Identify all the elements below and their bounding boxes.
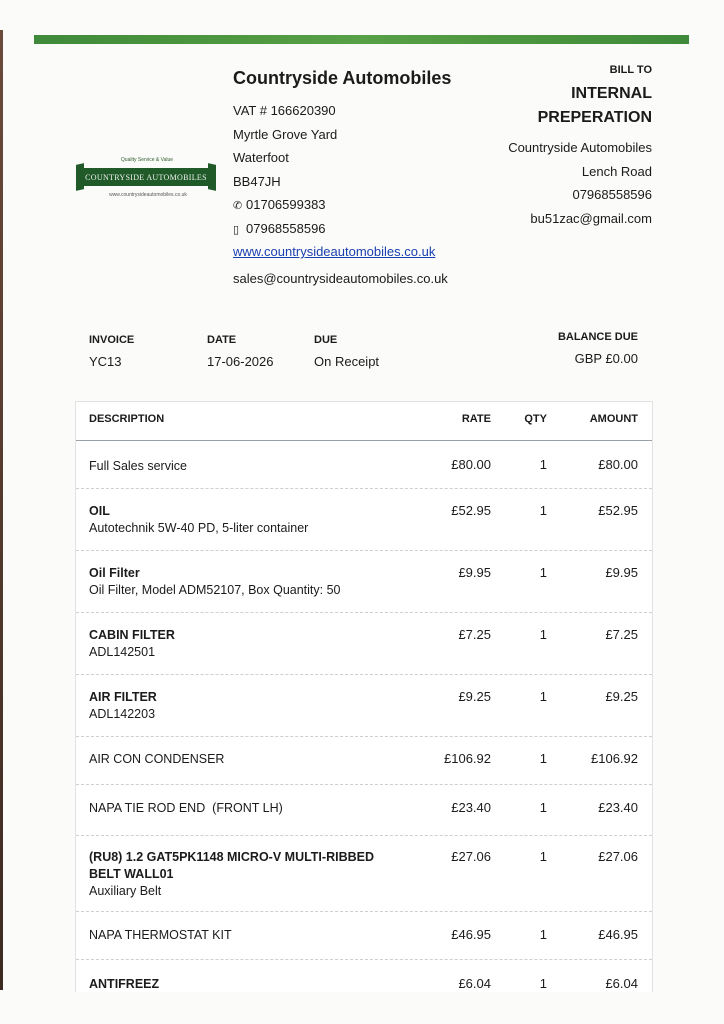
- company-name: Countryside Automobiles: [233, 68, 452, 88]
- item-amount: £7.25: [605, 627, 638, 642]
- item-description: [89, 565, 409, 599]
- invoice-date: 17-06-2026: [207, 354, 274, 369]
- item-amount: £6.04: [605, 976, 638, 991]
- balance-due-block: [558, 331, 638, 366]
- item-description: [89, 800, 409, 817]
- phone-icon: ✆: [233, 200, 243, 212]
- item-amount: £9.25: [605, 689, 638, 704]
- item-subtitle: Oil Filter, Model ADM52107, Box Quantity: 50: [89, 583, 341, 597]
- item-description: [89, 927, 409, 944]
- item-title: AIR FILTER: [89, 690, 157, 704]
- logo-text: COUNTRYSIDE AUTOMOBILES: [80, 168, 212, 186]
- item-title: CABIN FILTER: [89, 628, 175, 642]
- date-label: DATE: [207, 334, 237, 346]
- balance-due-label: BALANCE DUE: [557, 331, 638, 343]
- bill-to-name: INTERNAL: [571, 85, 652, 102]
- invoice-number: YC13: [89, 354, 122, 369]
- item-amount: £23.40: [598, 800, 638, 815]
- item-rate: £80.00: [451, 457, 491, 472]
- item-rate: £7.25: [458, 627, 491, 642]
- table-row: [76, 489, 652, 551]
- item-rate: £106.92: [444, 751, 491, 766]
- item-rate: £23.40: [451, 800, 491, 815]
- table-row: [76, 785, 652, 836]
- item-description: [89, 503, 409, 537]
- invoice-number-block: [89, 334, 134, 369]
- company-mobile: 07968558596: [246, 220, 326, 236]
- bill-to-phone: 07968558596: [572, 187, 652, 202]
- table-row: [76, 836, 652, 912]
- item-qty: 1: [539, 800, 547, 815]
- item-qty: 1: [539, 503, 547, 518]
- table-row: [76, 613, 652, 675]
- item-qty: 1: [539, 976, 547, 991]
- item-title: NAPA THERMOSTAT KIT: [89, 928, 232, 942]
- item-amount: £80.00: [598, 457, 638, 472]
- item-rate: £52.95: [451, 503, 491, 518]
- header-description: DESCRIPTION: [89, 413, 165, 425]
- item-amount: £106.92: [591, 751, 638, 766]
- table-row: [76, 551, 652, 613]
- item-subtitle: ADL142203: [89, 707, 156, 721]
- line-items-table: [75, 401, 653, 992]
- item-qty: 1: [539, 565, 547, 580]
- bill-to-street: Lench Road: [581, 163, 652, 179]
- company-email: sales@countrysideautomobiles.co.uk: [233, 270, 448, 286]
- table-row: [76, 912, 652, 960]
- item-qty: 1: [539, 927, 547, 942]
- table-row: [76, 675, 652, 737]
- item-qty: 1: [539, 457, 547, 472]
- company-website-link[interactable]: www.countrysideautomobiles.co.uk: [233, 244, 436, 259]
- bill-to-name: PREPERATION: [537, 109, 652, 126]
- header-qty: QTY: [524, 413, 547, 425]
- company-logo: [76, 156, 216, 208]
- company-phone: 01706599383: [246, 197, 326, 212]
- item-title: Oil Filter: [89, 566, 140, 580]
- item-amount: £9.95: [605, 565, 638, 580]
- item-title: ANTIFREEZ: [89, 977, 160, 991]
- item-title: Full Sales service: [89, 459, 187, 473]
- item-qty: 1: [539, 849, 547, 864]
- invoice-label: INVOICE: [89, 334, 135, 346]
- item-title: NAPA TIE ROD END (FRONT LH): [89, 801, 283, 815]
- item-description: [89, 849, 389, 900]
- bill-to-label: BILL TO: [609, 64, 652, 76]
- logo-web: www.countrysideautomobiles.co.uk: [109, 192, 187, 198]
- table-row: [76, 960, 652, 1010]
- company-address-line: Waterfoot: [233, 150, 289, 165]
- company-address-line: BB47JH: [233, 173, 281, 189]
- table-row: [76, 441, 652, 489]
- company-address-line: Myrtle Grove Yard: [233, 126, 338, 142]
- mobile-icon: ▯: [233, 223, 240, 236]
- due-label: DUE: [314, 334, 338, 346]
- item-amount: £52.95: [598, 503, 638, 518]
- item-amount: £27.06: [598, 849, 638, 864]
- header-accent-bar: [34, 35, 689, 44]
- item-title: OIL: [89, 504, 110, 518]
- bill-to: [412, 64, 652, 230]
- invoice-date-block: [207, 334, 274, 369]
- item-qty: 1: [539, 751, 547, 766]
- page-edge: [0, 30, 3, 990]
- invoice-due: On Receipt: [314, 354, 380, 369]
- item-rate: £9.95: [458, 565, 491, 580]
- table-header: [76, 402, 652, 441]
- bill-to-email: bu51zac@gmail.com: [530, 210, 652, 226]
- company-vat: VAT # 166620390: [233, 103, 336, 118]
- item-title: AIR CON CONDENSER: [89, 752, 225, 766]
- item-qty: 1: [539, 627, 547, 642]
- item-subtitle: Autotechnik 5W-40 PD, 5-liter container: [89, 521, 309, 535]
- item-subtitle: Auxiliary Belt: [89, 884, 162, 898]
- item-qty: 1: [539, 689, 547, 704]
- item-title: (RU8) 1.2 GAT5PK1148 MICRO-V MULTI-RIBBED BELT WALL01: [89, 850, 374, 881]
- item-rate: £46.95: [451, 927, 491, 942]
- balance-due-value: GBP £0.00: [574, 351, 638, 366]
- item-subtitle: ADL142501: [89, 645, 156, 659]
- item-description: [89, 458, 409, 475]
- bill-to-company: Countryside Automobiles: [508, 140, 652, 155]
- item-description: [89, 751, 409, 768]
- table-row: [76, 737, 652, 785]
- item-description: [89, 627, 409, 661]
- item-rate: £6.04: [458, 976, 491, 991]
- header-amount: AMOUNT: [589, 413, 638, 425]
- item-description: [89, 689, 409, 723]
- item-amount: £46.95: [598, 927, 638, 942]
- logo-tagline: Quality Service & Value: [120, 157, 174, 163]
- item-rate: £27.06: [451, 849, 491, 864]
- item-rate: £9.25: [458, 689, 491, 704]
- invoice-due-block: [314, 334, 379, 369]
- item-description: [89, 976, 409, 993]
- header-rate: RATE: [461, 413, 491, 425]
